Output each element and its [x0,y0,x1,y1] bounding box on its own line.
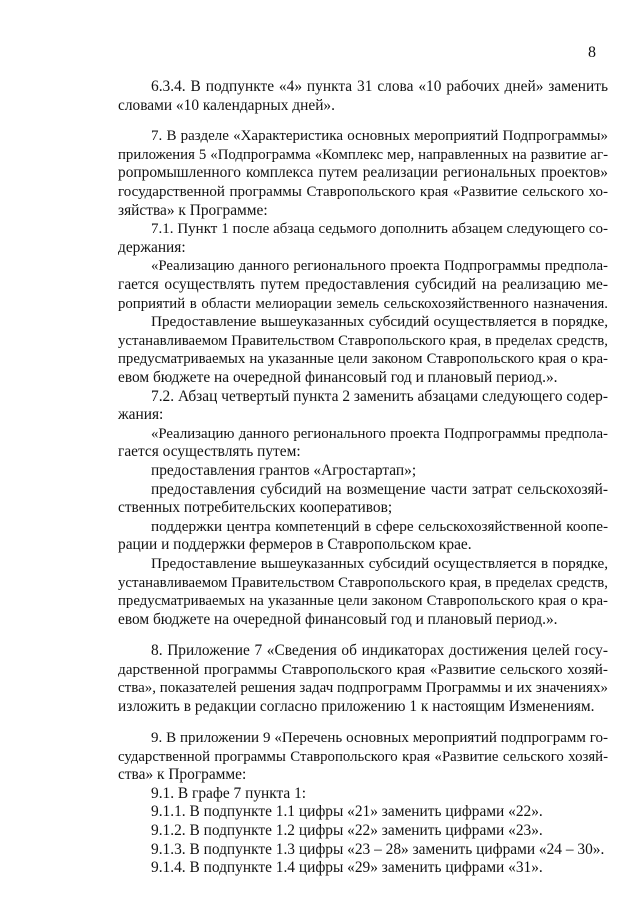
text-line: Предоставление вышеуказанных субсидий осуществляется в порядке, [151,555,608,572]
text-line: 9.1.1. В подпункте 1.1 цифры «21» заменить цифрами «22». [151,803,543,820]
text-line: роприятий в области мелиорации земель сельскохозяйственного назначения. [118,296,608,312]
text-line: гается осуществлять путем предоставления субсидий на реализацию ме- [118,276,608,293]
text-line: 9.1.3. В подпункте 1.3 цифры «23 – 28» заменить цифрами «24 – 30». [151,841,605,858]
text-line: ственных потребительских кооперативов; [118,499,393,516]
text-line: евом бюджете на очередной финансовый год и плановый период.». [118,611,558,628]
text-line: словами «10 календарных дней». [118,97,335,114]
text-line: жания: [118,406,164,423]
text-line: изложить в редакции согласно приложению 1 к настоящим Изменениям. [118,698,595,715]
text-line: 7.2. Абзац четвертый пункта 2 заменить абзацами следующего содер- [151,388,608,405]
text-line: 6.3.4. В подпункте «4» пункта 31 слова «10 рабочих дней» заменить [151,78,608,95]
text-line: рации и поддержки фермеров в Ставропольском крае. [118,536,472,553]
text-line: «Реализацию данного регионального проекта Подпрограммы предпола- [151,258,608,274]
text-line: Предоставление вышеуказанных субсидий осуществляется в порядке, [151,313,608,330]
text-line: устанавливаемом Правительством Ставропольского края, в пределах средств, [118,333,608,349]
text-line: предусматриваемых на указанные цели законом Ставропольского края о кра- [118,351,608,367]
text-line: 9.1.2. В подпункте 1.2 цифры «22» заменить цифрами «23». [151,822,543,839]
text-line: дарственной программы Ставропольского края «Развитие сельского хозяй- [118,661,608,678]
text-line: ропромышленного комплекса путем реализации региональных проектов» [118,164,608,181]
text-line: предоставления грантов «Агростартап»; [151,462,417,479]
text-line: евом бюджете на очередной финансовый год и плановый период.». [118,369,558,386]
text-line: зяйства» к Программе: [118,202,268,219]
text-line: государственной программы Ставропольского края «Развитие сельского хо- [118,184,608,200]
text-line: поддержки центра компетенций в сфере сельскохозяйственной коопе- [151,518,608,535]
text-line: держания: [118,239,186,256]
text-line: гается осуществлять путем: [118,443,301,460]
text-line: предоставления субсидий на возмещение части затрат сельскохозяй- [151,481,608,498]
text-line: предусматриваемых на указанные цели законом Ставропольского края о кра- [118,593,608,609]
text-line: 9.1.4. В подпункте 1.4 цифры «29» заменить цифрами «31». [151,859,543,876]
text-line: 9. В приложении 9 «Перечень основных мероприятий подпрограмм го- [151,730,608,746]
text-line: 7. В разделе «Характеристика основных мероприятий Подпрограммы» [151,128,608,144]
text-line: устанавливаемом Правительством Ставропольского края, в пределах средств, [118,575,608,591]
page-number: 8 [588,44,596,61]
text-line: 9.1. В графе 7 пункта 1: [151,785,307,802]
text-line: ства» к Программе: [118,766,247,783]
text-line: ства», показателей решения задач подпрограмм Программы и их значениях» [118,680,608,696]
text-line: 7.1. Пункт 1 после абзаца седьмого дополнить абзацем следующего со- [151,221,608,237]
text-line: приложения 5 «Подпрограмма «Комплекс мер, направленных на развитие аг- [118,147,608,163]
text-line: 8. Приложение 7 «Сведения об индикаторах достижения целей госу- [151,642,608,659]
text-line: сударственной программы Ставропольского края «Развитие сельского хозяй- [118,749,608,765]
text-line: «Реализацию данного регионального проекта Подпрограммы предпола- [151,426,608,442]
